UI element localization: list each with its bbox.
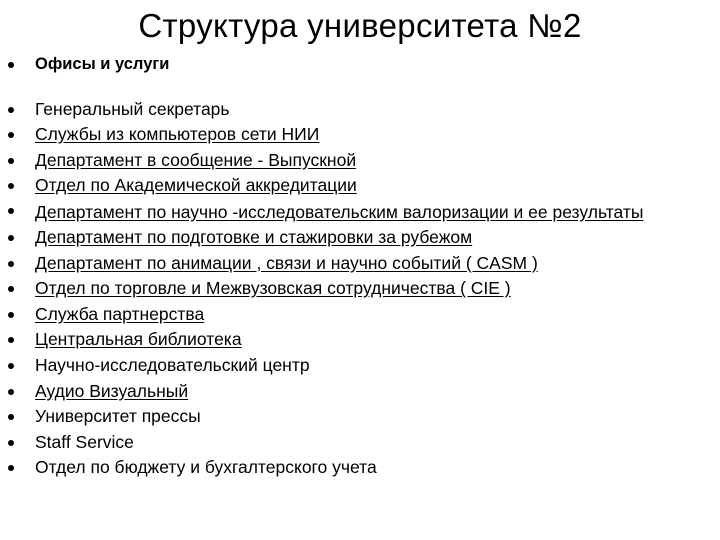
list-item-link[interactable]: Отдел по торговле и Межвузовская сотрудничества ( CIE ) <box>35 278 511 299</box>
bullet-icon <box>8 107 14 113</box>
list-item-research-valorization[interactable] <box>0 199 720 225</box>
bullet-icon <box>8 132 14 138</box>
list-item-link[interactable]: Службы из компьютеров сети НИИ <box>35 124 320 145</box>
bullet-icon <box>8 183 14 189</box>
list-item-link[interactable]: Департамент по научно -исследовательским валоризации и ее результаты <box>35 201 644 222</box>
bullet-icon <box>8 208 14 214</box>
section-heading <box>0 52 720 78</box>
slide-title: Структура университета №2 <box>138 7 582 44</box>
list-item-casm[interactable] <box>0 251 720 277</box>
list-item-link[interactable]: Служба партнерства <box>35 303 205 324</box>
bullet-icon <box>8 414 14 420</box>
bullet-icon <box>8 312 14 318</box>
bullet-icon <box>8 440 14 446</box>
list-item-partnership[interactable] <box>0 302 720 328</box>
list-item-label: Отдел по бюджету и бухгалтерского учета <box>35 457 377 478</box>
list-item-link[interactable]: Аудио Визуальный <box>35 380 189 401</box>
list-item-label: Генеральный секретарь <box>35 98 230 119</box>
list-item-staff-service <box>0 430 720 456</box>
list-item-library[interactable] <box>0 327 720 353</box>
bullet-list <box>0 52 720 481</box>
list-item-link[interactable]: Департамент по подготовке и стажировки за рубежом <box>35 226 473 247</box>
bullet-icon <box>8 337 14 343</box>
section-heading-text: Офисы и услуги <box>35 55 170 73</box>
list-item-label: Научно-исследовательский центр <box>35 354 310 375</box>
list-item-graduation-department[interactable] <box>0 148 720 174</box>
bullet-icon <box>8 158 14 164</box>
list-item-budget-accounting <box>0 455 720 481</box>
list-item-cie[interactable] <box>0 276 720 302</box>
bullet-icon <box>8 62 14 68</box>
list-item-link[interactable]: Департамент по анимации , связи и научно событий ( CASM ) <box>35 252 538 273</box>
bullet-icon <box>8 465 14 471</box>
list-item-label: Staff Service <box>35 431 134 452</box>
list-item-link[interactable]: Центральная библиотека <box>35 329 242 350</box>
bullet-icon <box>8 261 14 267</box>
list-item-label: Университет прессы <box>35 406 201 427</box>
list-item-general-secretary <box>0 97 720 123</box>
list-item-training-abroad[interactable] <box>0 225 720 251</box>
bullet-icon <box>8 235 14 241</box>
list-item-research-center <box>0 353 720 379</box>
bullet-icon <box>8 389 14 395</box>
list-item-link[interactable]: Отдел по Академической аккредитации <box>35 175 357 196</box>
list-item-link[interactable]: Департамент в сообщение - Выпускной <box>35 149 357 170</box>
bullet-icon <box>8 363 14 369</box>
list-item-computer-services[interactable] <box>0 122 720 148</box>
list-item-audio-visual[interactable] <box>0 379 720 405</box>
list-item-accreditation[interactable] <box>0 173 720 199</box>
bullet-icon <box>8 286 14 292</box>
list-item-university-press <box>0 404 720 430</box>
